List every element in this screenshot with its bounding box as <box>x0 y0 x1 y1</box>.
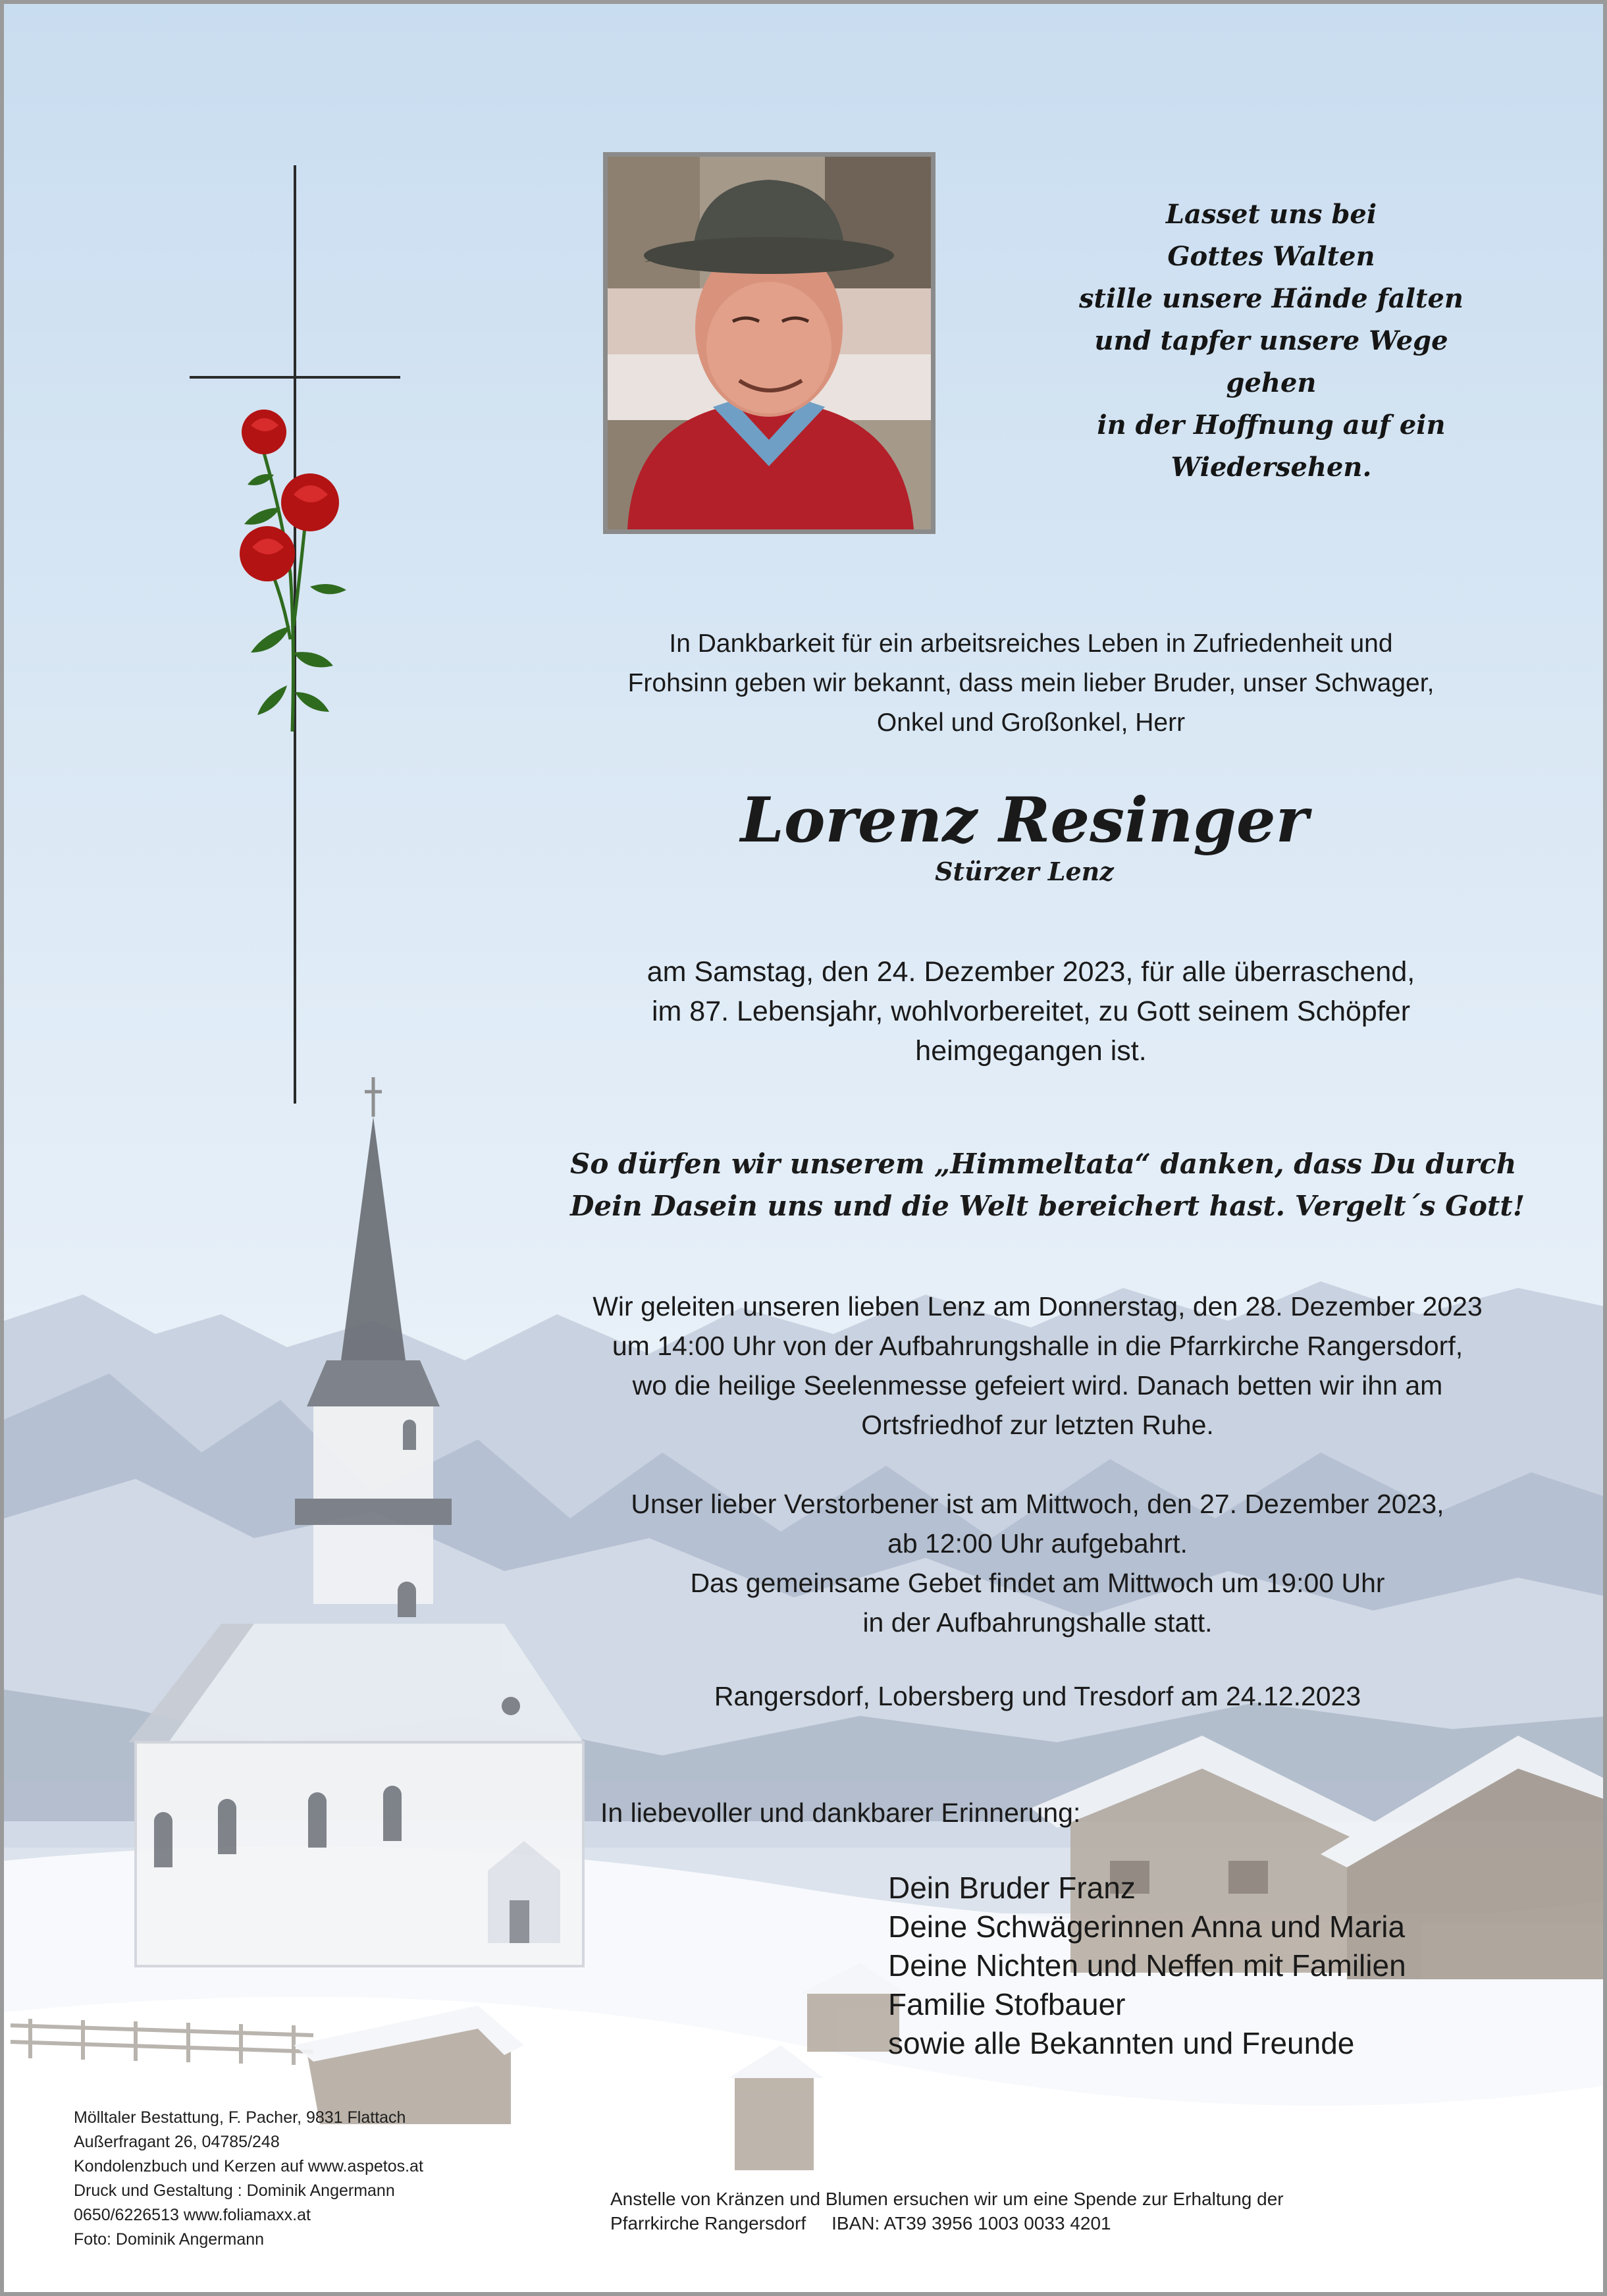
mourner-item: Dein Bruder Franz <box>888 1871 1136 1905</box>
poem-line: Wiedersehen. <box>1171 452 1372 483</box>
tribute <box>570 1143 1525 1227</box>
mourners-list <box>888 1869 1406 2063</box>
donation-line: Anstelle von Kränzen und Blumen ersuchen wir um eine Spende zur Erhaltung der <box>610 2189 1284 2209</box>
poem-line: gehen <box>1226 367 1317 398</box>
intro-line: Frohsinn geben wir bekannt, dass mein lieber Bruder, unser Schwager, <box>627 669 1435 697</box>
chapel-spire <box>341 1117 406 1360</box>
mourner-item: sowie alle Bekannten und Freunde <box>888 2026 1355 2060</box>
deceased-name: Lorenz Resinger <box>740 784 1309 857</box>
tribute-line: So dürfen wir unserem „Himmeltata“ danken, dass Du durch <box>570 1148 1517 1180</box>
donation-note <box>610 2187 1284 2235</box>
intro-text <box>570 624 1492 743</box>
funeral-line: Wir geleiten unseren lieben Lenz am Donnerstag, den 28. Dezember 2023 <box>593 1291 1483 1322</box>
viewing-line: Unser lieber Verstorbener ist am Mittwoch, den 27. Dezember 2023, <box>631 1489 1444 1519</box>
imprint <box>74 2106 423 2252</box>
poem-line: und tapfer unsere Wege <box>1094 325 1448 356</box>
death-notice-line: im 87. Lebensjahr, wohlvorbereitet, zu Gott seinem Schöpfer <box>651 996 1411 1027</box>
imprint-line: 0650/6226513 www.foliamaxx.at <box>74 2206 311 2224</box>
funeral-details <box>570 1287 1505 1445</box>
poem-line: Gottes Walten <box>1167 241 1375 272</box>
poem-line: stille unsere Hände falten <box>1078 283 1463 314</box>
rose-icon <box>240 410 346 732</box>
intro-line: In Dankbarkeit für ein arbeitsreiches Leben in Zufriedenheit und <box>669 629 1393 658</box>
imprint-line: Mölltaler Bestattung, F. Pacher, 9831 Flattach <box>74 2108 406 2127</box>
mourner-item: Deine Nichten und Neffen mit Familien <box>888 1948 1406 1983</box>
memory-label: In liebevoller und dankbarer Erinnerung: <box>600 1798 1081 1828</box>
portrait-photo <box>603 152 935 534</box>
place-date: Rangersdorf, Lobersberg und Tresdorf am 24.12.2023 <box>714 1681 1361 1711</box>
mourner-item: Deine Schwägerinnen Anna und Maria <box>888 1909 1406 1944</box>
funeral-line: um 14:00 Uhr von der Aufbahrungshalle in die Pfarrkirche Rangersdorf, <box>612 1331 1463 1361</box>
viewing-details <box>570 1484 1505 1642</box>
cross-icon <box>182 165 406 1107</box>
viewing-line: in der Aufbahrungshalle statt. <box>862 1607 1213 1638</box>
death-notice-line: am Samstag, den 24. Dezember 2023, für alle überraschend, <box>646 956 1415 988</box>
viewing-line: ab 12:00 Uhr aufgebahrt. <box>887 1528 1188 1559</box>
imprint-line: Außerfragant 26, 04785/248 <box>74 2133 280 2151</box>
funeral-line: wo die heilige Seelenmesse gefeiert wird. Danach betten wir ihn am <box>632 1370 1443 1401</box>
tribute-line: Dein Dasein uns und die Welt bereichert hast. Vergelt´s Gott! <box>570 1190 1525 1222</box>
poem <box>1018 194 1525 489</box>
intro-line: Onkel und Großonkel, Herr <box>876 708 1186 737</box>
deceased-nickname: Stürzer Lenz <box>935 857 1114 886</box>
poem-line: Lasset uns bei <box>1165 199 1377 230</box>
imprint-line: Kondolenzbuch und Kerzen auf www.aspetos.at <box>74 2157 423 2176</box>
funeral-line: Ortsfriedhof zur letzten Ruhe. <box>861 1410 1214 1440</box>
death-notice-line: heimgegangen ist. <box>915 1035 1147 1067</box>
mourner-item: Familie Stofbauer <box>888 1987 1126 2021</box>
donation-line: Pfarrkirche Rangersdorf IBAN: AT39 3956 1003 0033 4201 <box>610 2213 1111 2233</box>
poem-line: in der Hoffnung auf ein <box>1097 410 1446 441</box>
death-notice <box>570 952 1492 1071</box>
imprint-line: Druck und Gestaltung : Dominik Angermann <box>74 2181 395 2200</box>
viewing-line: Das gemeinsame Gebet findet am Mittwoch um 19:00 Uhr <box>690 1568 1385 1598</box>
imprint-line: Foto: Dominik Angermann <box>74 2230 265 2249</box>
